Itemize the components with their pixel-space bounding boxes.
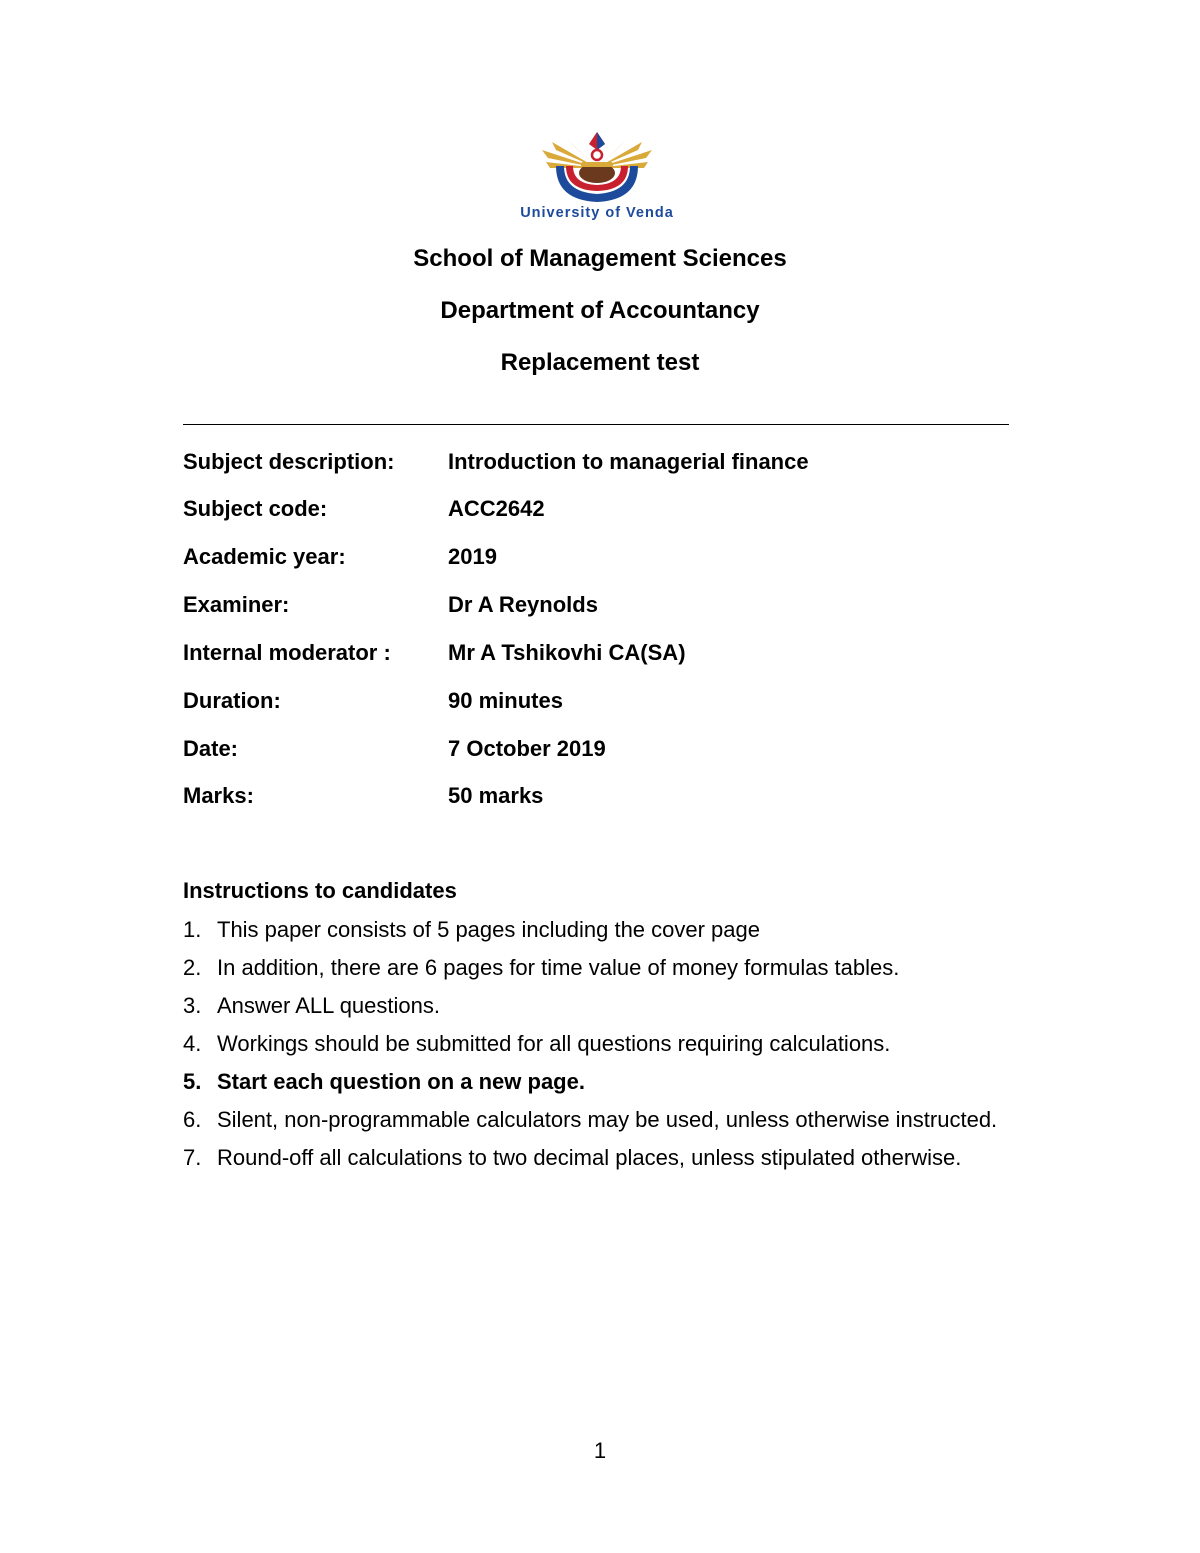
detail-label: Marks: <box>183 783 254 808</box>
detail-label: Duration: <box>183 688 281 713</box>
detail-value: 90 minutes <box>448 688 563 713</box>
detail-value: ACC2642 <box>448 496 545 521</box>
instruction-text: Answer ALL questions. <box>217 993 440 1018</box>
instruction-text: Workings should be submitted for all questions requiring calculations. <box>217 1031 891 1056</box>
detail-value: 2019 <box>448 544 497 569</box>
detail-row-duration <box>183 687 1013 715</box>
instruction-text: This paper consists of 5 pages including the cover page <box>217 917 760 942</box>
logo-emblem <box>486 128 708 224</box>
instruction-number: 3. <box>183 993 202 1018</box>
detail-value: 50 marks <box>448 783 544 808</box>
test-title: Replacement test <box>500 349 700 376</box>
instruction-text: Silent, non-programmable calculators may be used, unless otherwise instructed. <box>217 1107 998 1132</box>
detail-label: Subject description: <box>183 449 395 474</box>
detail-value: Dr A Reynolds <box>448 592 598 617</box>
horizontal-divider <box>183 424 1009 425</box>
detail-label: Subject code: <box>183 496 328 521</box>
detail-row-marks <box>183 782 1013 810</box>
detail-label: Examiner: <box>183 592 290 617</box>
detail-label: Date: <box>183 736 239 761</box>
logo-wordmark: University of Venda <box>520 205 674 221</box>
detail-row-internal-moderator <box>183 639 1013 667</box>
detail-row-subject-description <box>183 448 1013 476</box>
instruction-number: 5. <box>183 1069 202 1094</box>
instructions-title: Instructions to candidates <box>183 878 457 903</box>
detail-value: Mr A Tshikovhi CA(SA) <box>448 640 686 665</box>
instruction-number: 2. <box>183 955 202 980</box>
instruction-number: 7. <box>183 1145 202 1170</box>
detail-row-examiner <box>183 591 1013 619</box>
detail-value: 7 October 2019 <box>448 736 606 761</box>
page-number: 1 <box>593 1438 607 1463</box>
detail-row-academic-year <box>183 543 1013 571</box>
instruction-number: 1. <box>183 917 202 942</box>
instruction-text: Round-off all calculations to two decimal places, unless stipulated otherwise. <box>217 1145 962 1170</box>
detail-label: Internal moderator : <box>183 640 391 665</box>
detail-label: Academic year: <box>183 544 346 569</box>
department-heading: Department of Accountancy <box>440 297 760 324</box>
detail-value: Introduction to managerial finance <box>448 449 809 474</box>
instruction-number: 6. <box>183 1107 202 1132</box>
detail-row-subject-code <box>183 495 1013 523</box>
instruction-text: Start each question on a new page. <box>217 1069 585 1094</box>
instruction-number: 4. <box>183 1031 202 1056</box>
school-heading: School of Management Sciences <box>413 245 787 272</box>
detail-row-date <box>183 735 1013 763</box>
university-of-venda-logo <box>486 128 708 224</box>
instruction-text: In addition, there are 6 pages for time value of money formulas tables. <box>217 955 900 980</box>
